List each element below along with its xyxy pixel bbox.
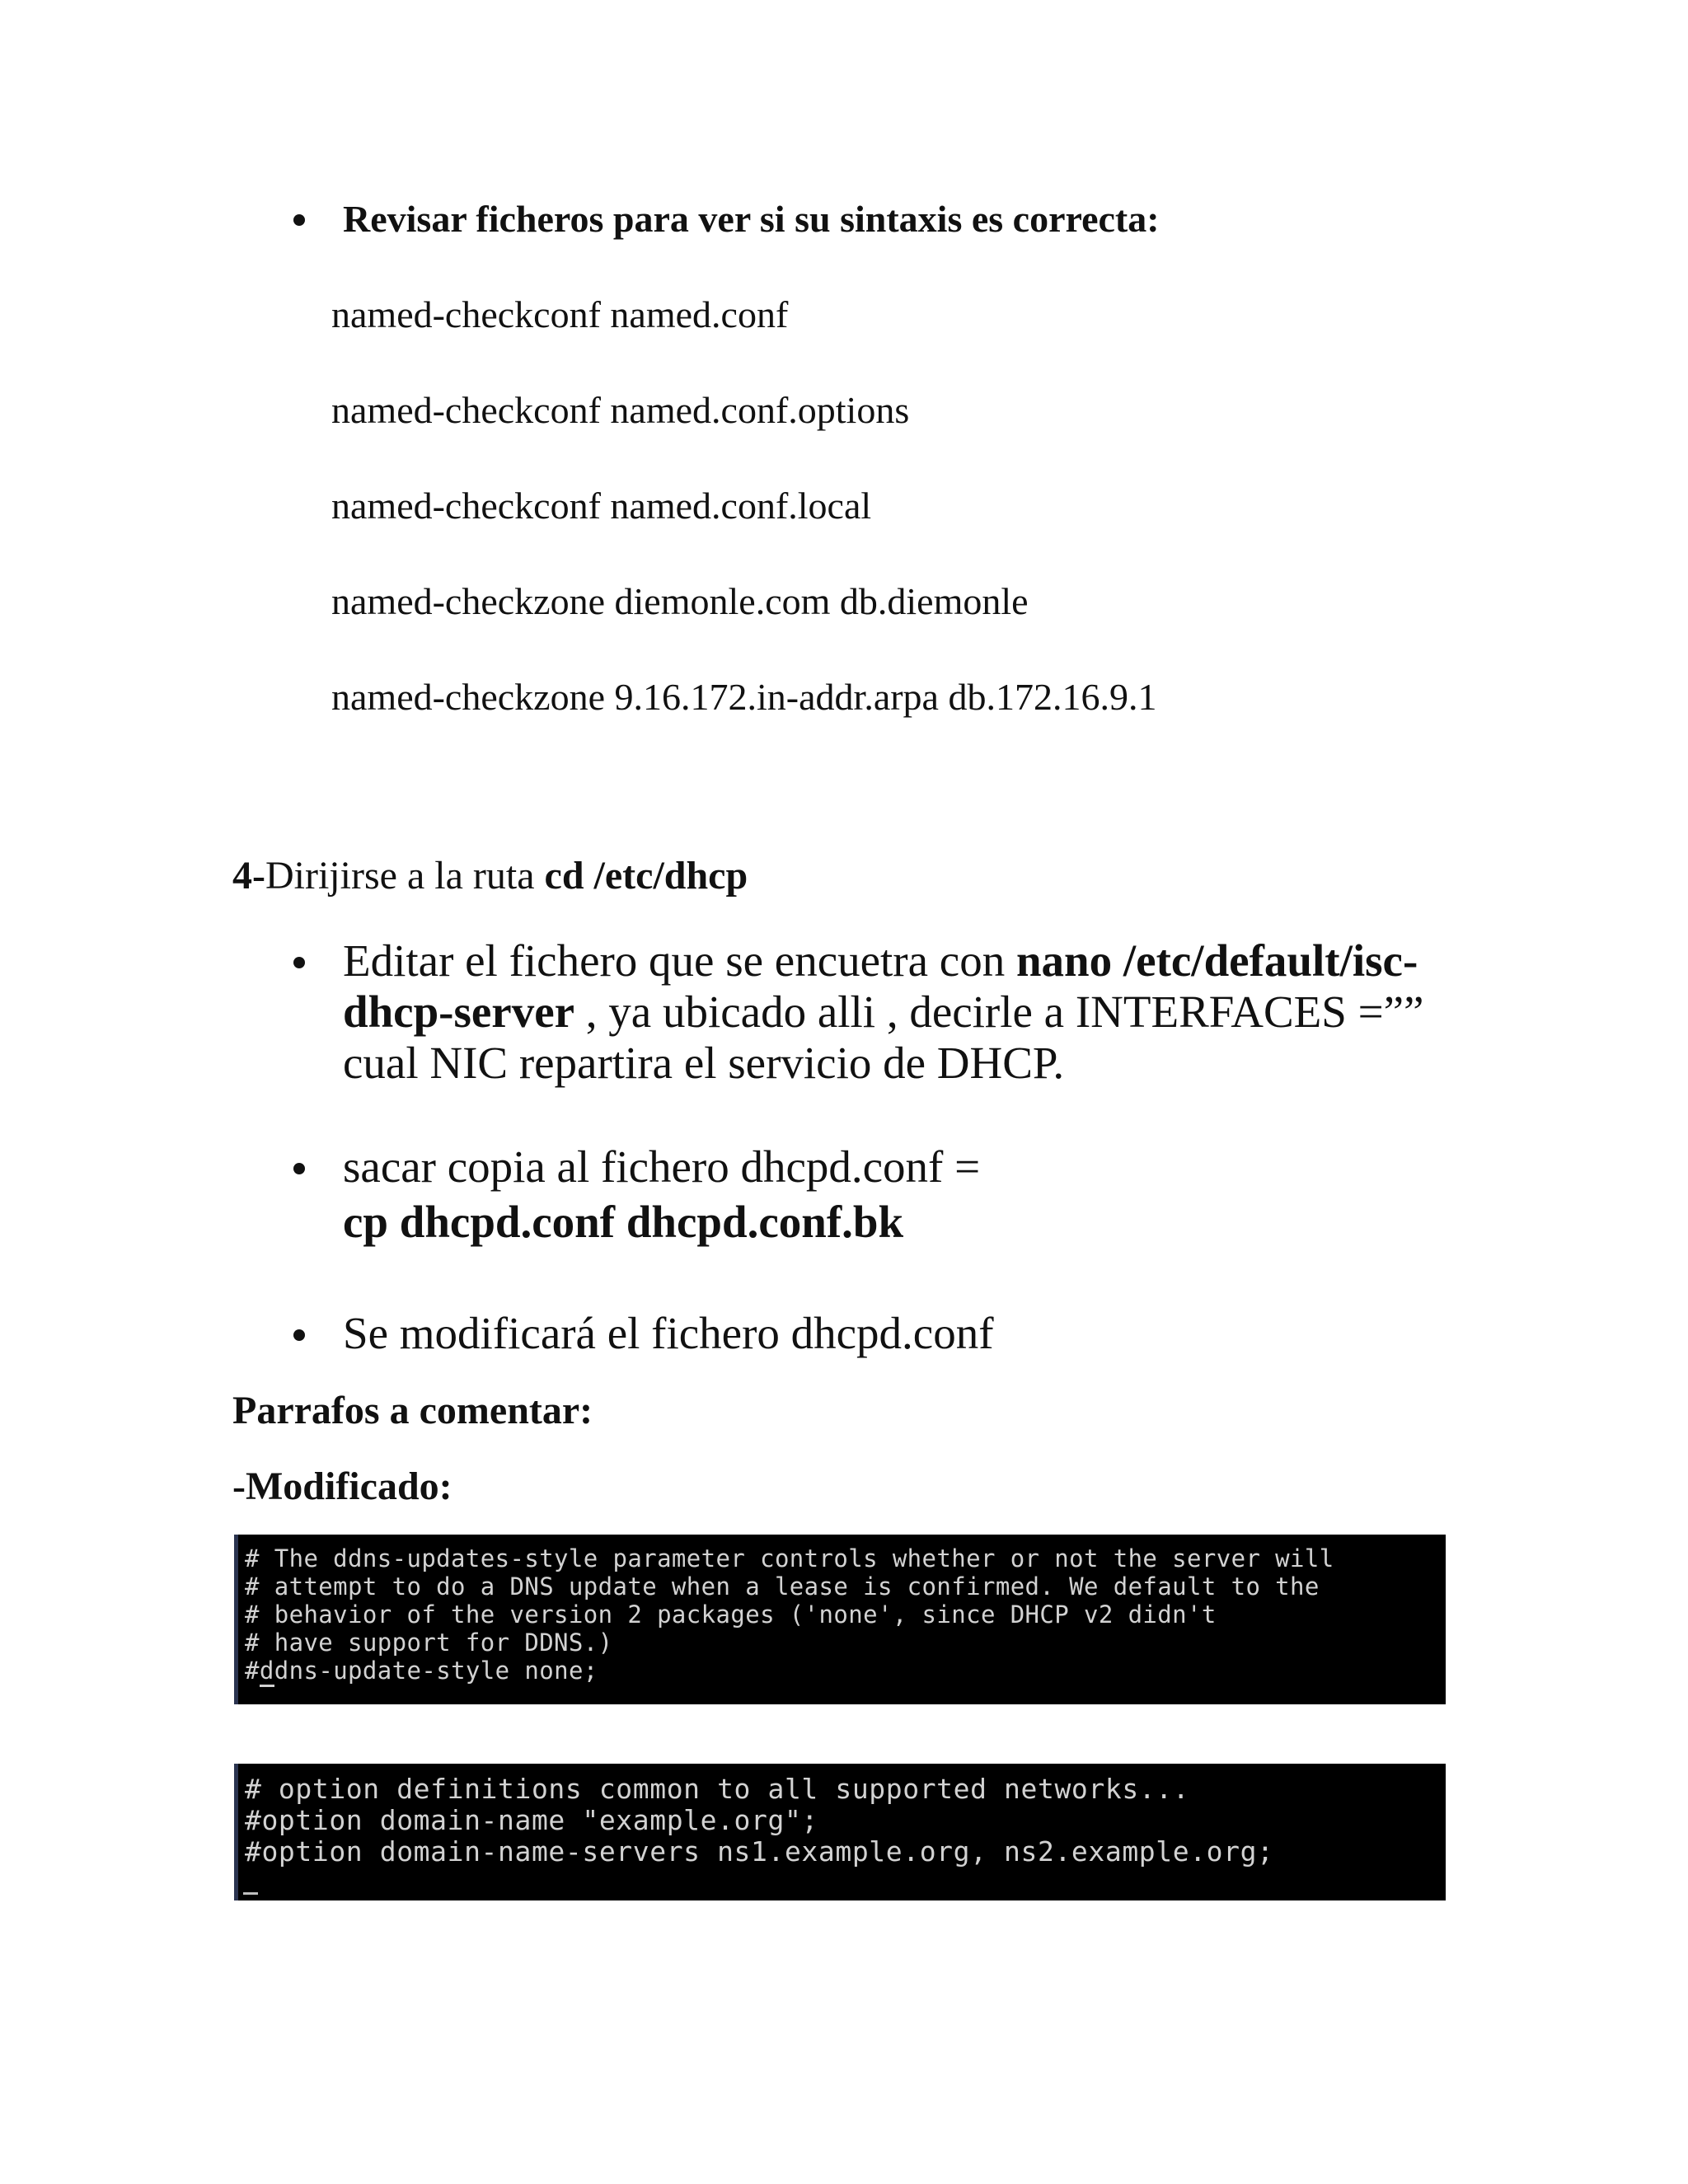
bullet1-command: nano /etc/default/isc- xyxy=(1015,935,1418,986)
bullet1-line2 xyxy=(343,987,1423,1038)
bullet1-text-cont: , ya ubicado alli , decirle a INTERFACES =”” xyxy=(574,987,1424,1037)
bullet-dot xyxy=(293,1163,305,1174)
terminal-line: # option definitions common to all supported networks... xyxy=(245,1773,1190,1805)
terminal-line: # have support for DDNS.) xyxy=(245,1629,613,1657)
terminal-line: #option domain-name-servers ns1.example.org, ns2.example.org; xyxy=(245,1835,1274,1868)
terminal-line-rest: dns-update-style none; xyxy=(274,1657,598,1685)
step4-path: cd /etc/dhcp xyxy=(544,854,748,898)
parrafos-heading: Parrafos a comentar: xyxy=(232,1389,593,1432)
command-line: named-checkconf named.conf.local xyxy=(331,485,872,527)
terminal-cursor: d xyxy=(260,1657,274,1687)
command-line: named-checkzone 9.16.172.in-addr.arpa db.172.16.9.1 xyxy=(331,676,1157,718)
bullet1-line1 xyxy=(343,935,1418,987)
terminal-cursor xyxy=(243,1892,258,1895)
terminal-line xyxy=(245,1657,598,1687)
bullet2-command: cp dhcpd.conf dhcpd.conf.bk xyxy=(343,1197,904,1247)
check-bullet-text: Revisar ficheros para ver si su sintaxis es correcta: xyxy=(343,198,1160,240)
terminal-screenshot-ddns xyxy=(234,1535,1446,1704)
command-line: named-checkconf named.conf.options xyxy=(331,389,910,431)
bullet3-line1: Se modificará el fichero dhcpd.conf xyxy=(343,1308,994,1358)
command-line: named-checkzone diemonle.com db.diemonle xyxy=(331,580,1029,622)
bullet-dot xyxy=(293,1329,305,1341)
terminal-screenshot-options xyxy=(234,1764,1446,1900)
bullet2-line1: sacar copia al fichero dhcpd.conf = xyxy=(343,1141,981,1192)
command-line: named-checkconf named.conf xyxy=(331,293,789,335)
bullet-dot xyxy=(293,214,305,226)
bullet1-line3: cual NIC repartira el servicio de DHCP. xyxy=(343,1038,1065,1088)
terminal-line: #option domain-name "example.org"; xyxy=(245,1804,818,1836)
bullet-dot xyxy=(293,957,305,968)
terminal-comment-prefix: # xyxy=(245,1657,260,1685)
terminal-line: # attempt to do a DNS update when a lease is confirmed. We default to the xyxy=(245,1572,1320,1601)
step4-heading xyxy=(232,852,748,900)
bullet1-text: Editar el fichero que se encuetra con xyxy=(343,935,1016,986)
step4-text: Dirijirse a la ruta xyxy=(265,854,545,898)
step4-number: 4- xyxy=(232,854,265,898)
modificado-heading: -Modificado: xyxy=(232,1465,452,1508)
bullet1-command-cont: dhcp-server xyxy=(343,987,575,1037)
terminal-line: # The ddns-updates-style parameter controls whether or not the server will xyxy=(245,1544,1334,1572)
terminal-line: # behavior of the version 2 packages ('none', since DHCP v2 didn't xyxy=(245,1601,1217,1629)
